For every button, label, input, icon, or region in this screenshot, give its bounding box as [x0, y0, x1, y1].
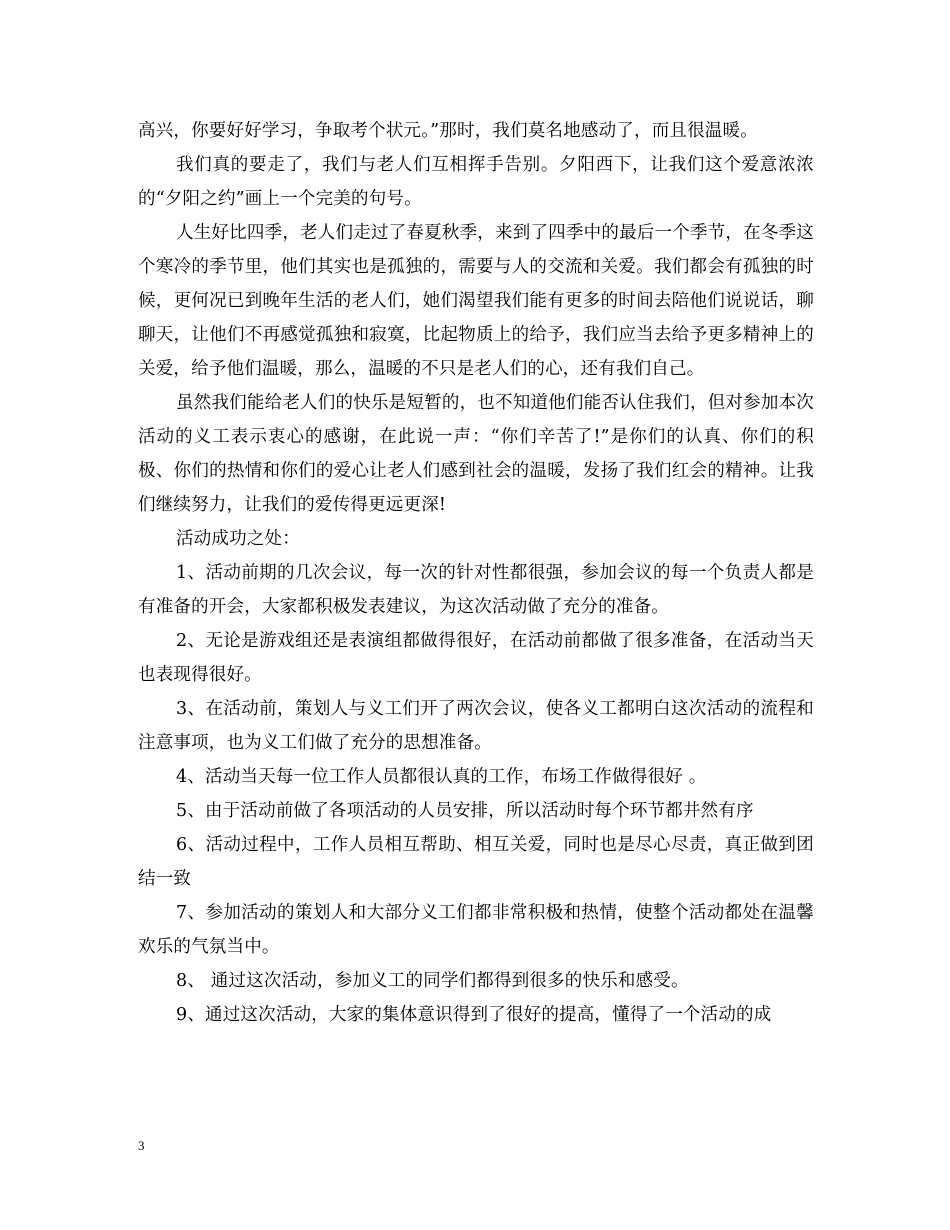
page-number: 3	[138, 1138, 145, 1153]
list-item-5: 5、由于活动前做了各项活动的人员安排，所以活动时每个环节都井然有序	[176, 801, 754, 821]
list-item-8: 8、 通过这次活动，参加义工的同学们都得到很多的快乐和感受。	[176, 971, 689, 991]
list-item-9: 9、通过这次活动，大家的集体意识得到了很好的提高，懂得了一个活动的成	[176, 1005, 772, 1025]
paragraph-3: 人生好比四季，老人们走过了春夏秋季，来到了四季中的最后一个季节，在冬季这个寒冷的季节里，他们其实也是孤独的，需要与人的交流和关爱。我们都会有孤独的时候，更何况已到晚年生活的老人们，她们渴望我们能有更多的时间去陪他们说说话，聊聊天，让他们不再感觉孤独和寂寞，比起物质上的给予，我们应当去给予更多精神上的关爱，给予他们温暖，那么，温暖的不只是老人们的心，还有我们自己。	[138, 223, 814, 379]
list-item-3: 3、在活动前，策划人与义工们开了两次会议，使各义工都明白这次活动的流程和注意事项，也为义工们做了充分的思想准备。	[138, 699, 814, 753]
list-item-6: 6、活动过程中，工作人员相互帮助、相互关爱，同时也是尽心尽责，真正做到团结一致	[138, 835, 814, 889]
list-item-7: 7、参加活动的策划人和大部分义工们都非常积极和热情，使整个活动都处在温馨欢乐的气氛当中。	[138, 903, 814, 957]
paragraph-1: 高兴，你要好好学习，争取考个状元。”那时，我们莫名地感动了，而且很温暖。	[138, 121, 758, 141]
list-item-4: 4、活动当天每一位工作人员都很认真的工作，布场工作做得很好 。	[176, 767, 707, 787]
body-text	[138, 114, 814, 1032]
list-item-1: 1、活动前期的几次会议，每一次的针对性都很强，参加会议的每一个负责人都是有准备的开会，大家都积极发表建议，为这次活动做了充分的准备。	[138, 563, 814, 617]
paragraph-2: 我们真的要走了，我们与老人们互相挥手告别。夕阳西下，让我们这个爱意浓浓的“夕阳之约”画上一个完美的句号。	[138, 155, 814, 209]
paragraph-4: 虽然我们能给老人们的快乐是短暂的，也不知道他们能否认住我们，但对参加本次活动的义工表示衷心的感谢，在此说一声：“你们辛苦了!”是你们的认真、你们的积极、你们的热情和你们的爱心让老人们感到社会的温暖，发扬了我们红会的精神。让我们继续努力，让我们的爱传得更远更深!	[138, 393, 814, 515]
section-heading: 活动成功之处：	[176, 529, 300, 549]
list-item-2: 2、无论是游戏组还是表演组都做得很好，在活动前都做了很多准备，在活动当天也表现得很好。	[138, 631, 814, 685]
